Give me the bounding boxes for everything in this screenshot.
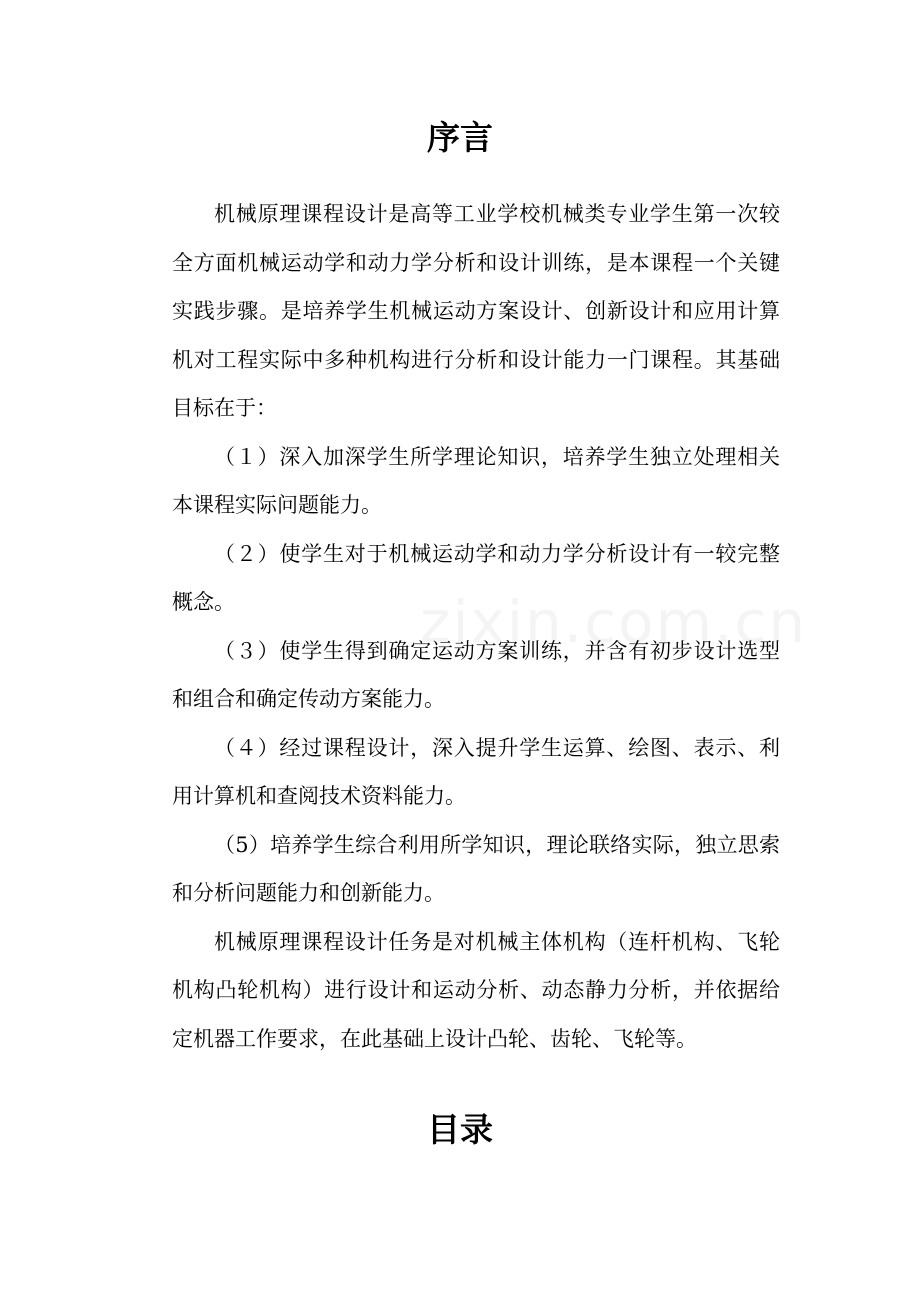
toc-title: 目录 bbox=[427, 1110, 493, 1149]
paragraph-task: 机械原理课程设计任务是对机械主体机构（连杆机构、飞轮机构凸轮机构）进行设计和运动分析、动态静力分析，并依据给定机器工作要求，在此基础上设计凸轮、齿轮、飞轮等。 bbox=[172, 929, 780, 1051]
paragraph-goal-1: （１）深入加深学生所学理论知识，培养学生独立处理相关本课程实际问题能力。 bbox=[172, 444, 780, 517]
watermark bbox=[420, 588, 807, 656]
paragraph-goal-5: （5）培养学生综合利用所学知识，理论联络实际，独立思索和分析问题能力和创新能力。 bbox=[172, 832, 780, 905]
paragraph-goal-4: （４）经过课程设计，深入提升学生运算、绘图、表示、利用计算机和查阅技术资料能力。 bbox=[172, 735, 780, 808]
paragraph-goal-2: （２）使学生对于机械运动学和动力学分析设计有一较完整概念。 bbox=[172, 541, 780, 614]
preface-title: 序言 bbox=[427, 118, 493, 157]
paragraph-goal-3: （３）使学生得到确定运动方案训练，并含有初步设计选型和组合和确定传动方案能力。 bbox=[172, 638, 780, 711]
paragraph-intro: 机械原理课程设计是高等工业学校机械类专业学生第一次较全方面机械运动学和动力学分析和设计训练，是本课程一个关键实践步骤。是培养学生机械运动方案设计、创新设计和应用计算机对工程实际中多种机构进行分析和设计能力一门课程。其基础目标在于： bbox=[172, 202, 780, 420]
